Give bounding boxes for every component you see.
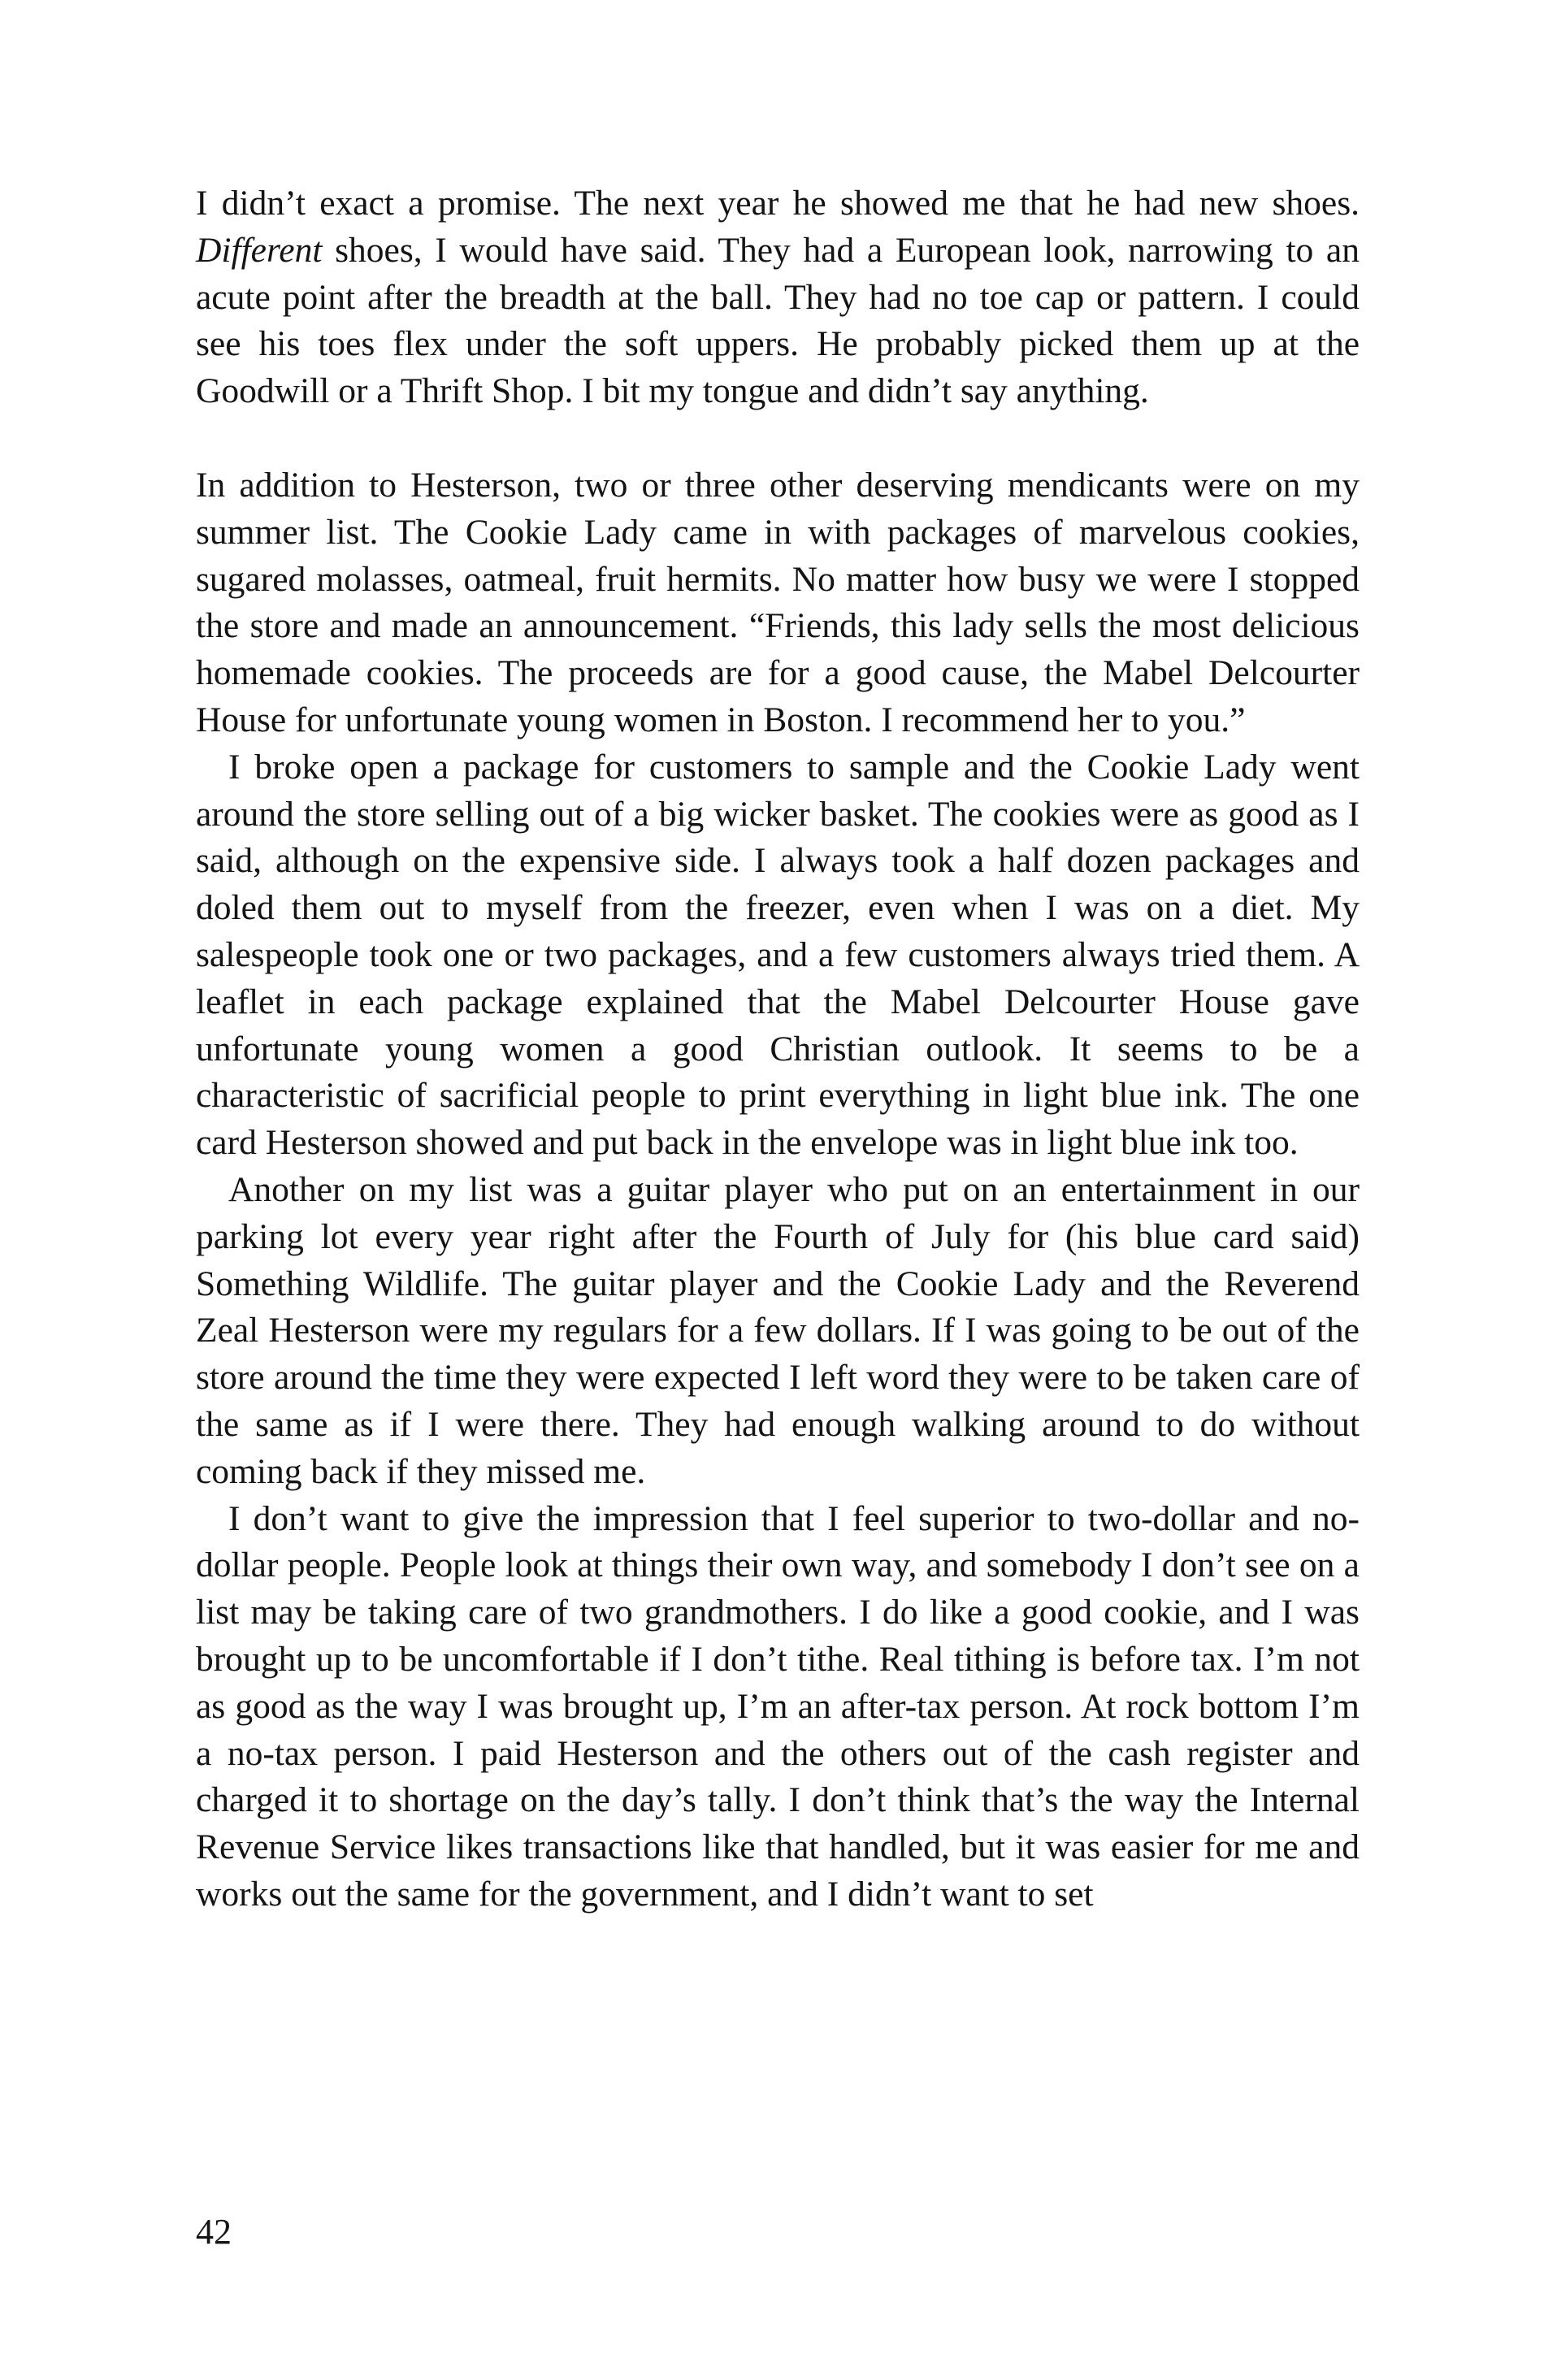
paragraph-1-text: I didn’t exact a promise. The next year he showed me that he had new shoes.	[196, 184, 1360, 223]
paragraph-5	[196, 1496, 1360, 1918]
paragraph-3	[196, 744, 1360, 1167]
emphasis-different: Different	[196, 230, 323, 270]
paragraph-4	[196, 1167, 1360, 1496]
paragraph-3-text: I broke open a package for customers to sample and the Cookie Lady went around the store selling out of a big wicker basket. The cookies were as good as I said, although on the expensive side. I always took a half dozen packages and doled them out to myself from the freezer, even when I was on a diet. My salespeople took one or two packages, and a few customers always tried them. A leaflet in each package explained that the Mabel Delcourter House gave unfortunate young women a good Christian outlook. It seems to be a characteristic of sacrificial people to print everything in light blue ink. The one card Hesterson showed and put back in the envelope was in light blue ink too.	[196, 747, 1360, 1163]
paragraph-1	[196, 180, 1360, 415]
body-text	[196, 180, 1360, 1918]
paragraph-4-text: Another on my list was a guitar player who put on an entertainment in our parking lot every year right after the Fourth of July for (his blue card said) Something Wildlife. The guitar player and the Cookie Lady and the Reverend Zeal Hesterson were my regulars for a few dollars. If I was going to be out of the store around the time they were expected I left word they were to be taken care of the same as if I were there. They had enough walking around to do without coming back if they missed me.	[196, 1169, 1360, 1491]
paragraph-2-text: In addition to Hesterson, two or three other deserving mendicants were on my summer list. The Cookie Lady came in with packages of marvelous cookies, sugared molasses, oatmeal, fruit hermits. No matter how busy we were I stopped the store and made an announcement. “Friends, this lady sells the most delicious homemade cookies. The proceeds are for a good cause, the Mabel Delcourter House for unfortunate young women in Boston. I recommend her to you.”	[196, 465, 1360, 739]
page-number: 42	[196, 2212, 232, 2252]
paragraph-2	[196, 462, 1360, 744]
paragraph-1-text-cont: shoes, I would have said. They had a European look, narrowing to an acute point after the breadth at the ball. They had no toe cap or pattern. I could see his toes flex under the soft uppers. He probably picked them up at the Goodwill or a Thrift Shop. I bit my tongue and didn’t say anything.	[196, 230, 1360, 411]
paragraph-5-text: I don’t want to give the impression that I feel superior to two-dollar and no-dollar people. People look at things their own way, and somebody I don’t see on a list may be taking care of two grandmothers. I do like a good cookie, and I was brought up to be uncomfortable if I don’t tithe. Real tithing is before tax. I’m not as good as the way I was brought up, I’m an after-tax person. At rock bottom I’m a no-tax person. I paid Hesterson and the others out of the cash register and charged it to shortage on the day’s tally. I don’t think that’s the way the Internal Revenue Service likes transactions like that handled, but it was easier for me and works out the same for the government, and I didn’t want to set	[196, 1498, 1360, 1914]
